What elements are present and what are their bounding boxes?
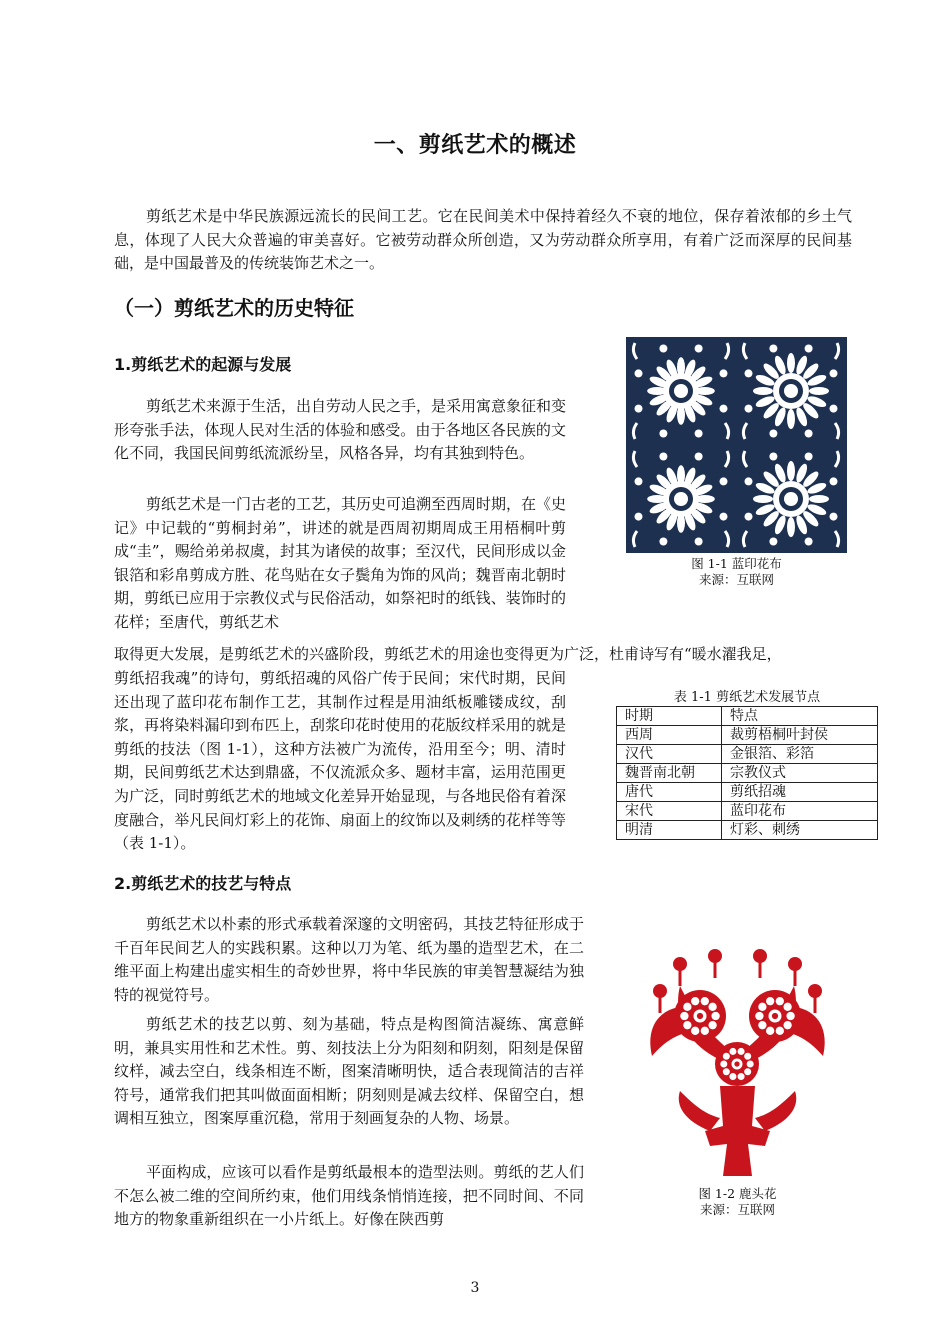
figure1-caption: 图 1-1 蓝印花布 xyxy=(691,556,782,571)
table-cell-period: 汉代 xyxy=(617,745,722,764)
figure-blue-print-cloth xyxy=(626,337,847,553)
table-cell-period: 西周 xyxy=(617,726,722,745)
table-header-cell: 时期 xyxy=(617,707,722,726)
table-cell-feature: 宗教仪式 xyxy=(722,764,878,783)
table-row xyxy=(617,726,878,745)
origin-paragraph-2-fullline: 取得更大发展，是剪纸艺术的兴盛阶段，剪纸艺术的用途也变得更为广泛，杜甫诗写有“暖水濯我足， xyxy=(114,645,782,663)
table-cell-feature: 剪纸招魂 xyxy=(722,783,878,802)
table-cell-period: 明清 xyxy=(617,821,722,840)
page-title: 一、剪纸艺术的概述 xyxy=(373,133,577,158)
development-table xyxy=(616,706,878,840)
table-cell-feature: 灯彩、刺绣 xyxy=(722,821,878,840)
table-row xyxy=(617,783,878,802)
technique-paragraph-1: 剪纸艺术以朴素的形式承载着深邃的文明密码，其技艺特征形成于千百年民间艺人的实践积累。这种以刀为笔、纸为墨的造型艺术，在二维平面上构建出虚实相生的奇妙世界，将中华民族的审美智慧凝结为独特的视觉符号。 xyxy=(114,915,584,1004)
subsection-heading-origin: 1.剪纸艺术的起源与发展 xyxy=(114,355,292,374)
section-heading: （一）剪纸艺术的历史特征 xyxy=(114,296,354,320)
origin-paragraph-1: 剪纸艺术来源于生活，出自劳动人民之手，是采用寓意象征和变形夸张手法，体现人民对生活的体验和感受。由于各地区各民族的文化不同，我国民间剪纸流派纷呈，风格各异，均有其独到特色。 xyxy=(114,397,567,463)
table1-caption: 表 1-1 剪纸艺术发展节点 xyxy=(673,690,821,705)
red-paper-cut-image xyxy=(640,946,835,1180)
table-cell-period: 魏晋南北朝 xyxy=(617,764,722,783)
table-row xyxy=(617,745,878,764)
table-header-row xyxy=(617,707,878,726)
table-cell-feature: 裁剪梧桐叶封侯 xyxy=(722,726,878,745)
table-cell-period: 宋代 xyxy=(617,802,722,821)
subsection-heading-technique: 2.剪纸艺术的技艺与特点 xyxy=(114,874,292,893)
table-row xyxy=(617,821,878,840)
table-cell-period: 唐代 xyxy=(617,783,722,802)
table-row xyxy=(617,802,878,821)
table-row xyxy=(617,764,878,783)
page-number: 3 xyxy=(470,1280,480,1296)
table-cell-feature: 蓝印花布 xyxy=(722,802,878,821)
technique-paragraph-3: 平面构成，应该可以看作是剪纸最根本的造型法则。剪纸的艺人们不怎么被二维的空间所约束，他们用线条悄悄连接，把不同时间、不同地方的物象重新组织在一小片纸上。好像在陕西剪 xyxy=(114,1163,584,1229)
intro-paragraph: 剪纸艺术是中华民族源远流长的民间工艺。它在民间美术中保持着经久不衰的地位，保存着浓郁的乡土气息，体现了人民大众普遍的审美喜好。它被劳动群众所创造，又为劳动群众所享用，有着广泛而深厚的民间基础，是中国最普及的传统装饰艺术之一。 xyxy=(114,207,852,273)
origin-paragraph-2-rest: 剪纸招我魂”的诗句，剪纸招魂的风俗广传于民间；宋代时期，民间还出现了蓝印花布制作工艺，其制作过程是用油纸板雕镂成纹，刮浆，再将染料漏印到布匹上，刮浆印花时使用的花版纹样采用的就是剪纸的技法（图 1-1），这种方法被广为流传，沿用至今；明、清时期，民间剪纸艺术达到鼎盛，不仅流派众多、题材丰富，运用范围更为广泛，同时剪纸艺术的地域文化差异开始显现，与各地民俗有着深度融合，举凡民间灯彩上的花饰、扇面上的纹饰以及刺绣的花样等等（表 1-1）。 xyxy=(114,669,566,853)
blue-print-pattern-image xyxy=(626,337,847,553)
table-cell-feature: 金银箔、彩箔 xyxy=(722,745,878,764)
technique-paragraph-2: 剪纸艺术的技艺以剪、刻为基础，特点是构图简洁凝练、寓意鲜明，兼具实用性和艺术性。剪、刻技法上分为阳刻和阴刻，阳刻是保留纹样，减去空白，线条相连不断，图案清晰明快，适合表现简洁的吉祥符号，通常我们把其叫做面面相断；阴刻则是减去纹样、保留空白，想调相互独立，图案厚重沉稳，常用于刻画复杂的人物、场景。 xyxy=(114,1015,584,1128)
figure-deer-head-flower xyxy=(640,946,835,1180)
figure2-caption: 图 1-2 鹿头花 xyxy=(698,1186,777,1201)
origin-paragraph-2-start: 剪纸艺术是一门古老的工艺，其历史可追溯至西周时期，在《史记》中记载的“剪桐封弟”，讲述的就是西周初期周成王用梧桐叶剪成“圭”，赐给弟弟叔虞，封其为诸侯的故事；至汉代，民间形成以金银箔和彩帛剪成方胜、花鸟贴在女子鬓角为饰的风尚；魏晋南北朝时期，剪纸已应用于宗教仪式与民俗活动，如祭祀时的纸钱、装饰时的花样；至唐代，剪纸艺术 xyxy=(114,495,567,631)
table-header-cell: 特点 xyxy=(722,707,878,726)
figure1-source: 来源：互联网 xyxy=(698,572,774,587)
figure2-source: 来源：互联网 xyxy=(699,1202,775,1217)
